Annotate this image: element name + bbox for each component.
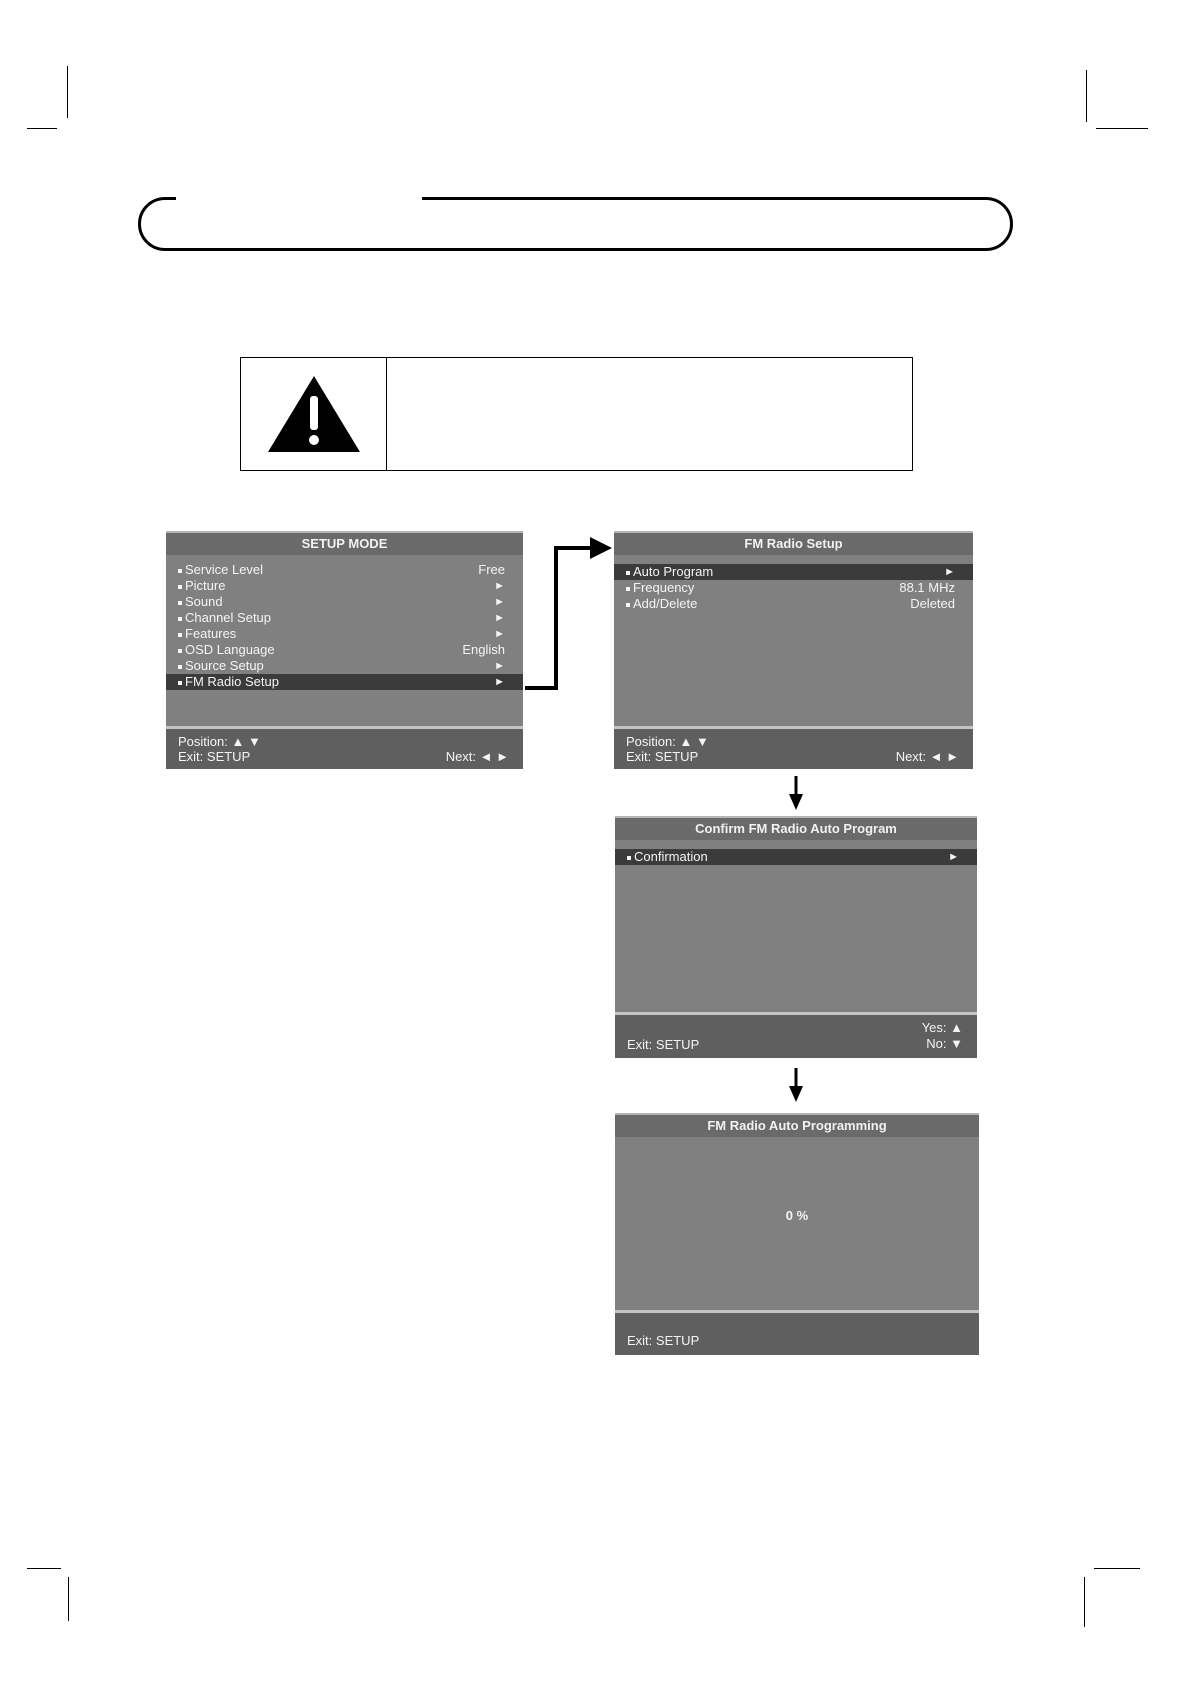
fm-radio-setup-menu	[614, 533, 973, 769]
menu-item-features[interactable]	[166, 626, 523, 642]
menu-item-value: ►	[494, 628, 505, 640]
crop-mark	[1084, 1577, 1085, 1627]
crop-mark	[27, 128, 57, 129]
footer-position-hint: Position: ▲ ▼	[626, 734, 709, 749]
confirm-footer	[615, 1015, 977, 1058]
crop-mark	[1086, 70, 1087, 122]
menu-item-value: ►	[494, 596, 505, 608]
menu-item-label: Frequency	[633, 580, 695, 595]
auto-programming-title: FM Radio Auto Programming	[615, 1115, 979, 1137]
menu-item-frequency[interactable]	[614, 580, 973, 596]
footer-exit-hint: Exit: SETUP	[626, 749, 699, 764]
footer-next-hint: Next: ◄ ►	[895, 749, 959, 764]
menu-item-label: Features	[185, 626, 237, 641]
section-header-frame	[138, 197, 1013, 251]
auto-programming-dialog	[615, 1115, 979, 1355]
warning-text-cell	[387, 358, 912, 470]
down-arrow-icon	[786, 776, 806, 812]
menu-item-fm-radio-setup[interactable]	[166, 674, 523, 690]
menu-item-label: Picture	[185, 578, 226, 593]
menu-item-service-level[interactable]	[166, 562, 523, 578]
footer-exit-hint: Exit: SETUP	[627, 1333, 700, 1348]
down-arrow-icon	[786, 1068, 806, 1104]
menu-item-value: ►	[494, 580, 505, 592]
menu-item-label: Confirmation	[634, 849, 708, 864]
menu-item-value: English	[462, 642, 505, 657]
menu-item-add-delete[interactable]	[614, 596, 973, 612]
fm-radio-setup-footer	[614, 729, 973, 769]
footer-no-hint: No: ▼	[926, 1036, 963, 1051]
footer-yes-hint: Yes: ▲	[921, 1020, 963, 1035]
menu-item-auto-program[interactable]	[614, 564, 973, 580]
menu-item-value: ►	[948, 851, 959, 863]
menu-item-value: ►	[494, 612, 505, 624]
fm-radio-setup-title: FM Radio Setup	[614, 533, 973, 555]
confirm-title: Confirm FM Radio Auto Program	[615, 818, 977, 840]
crop-mark	[68, 1577, 69, 1621]
menu-item-label: OSD Language	[185, 642, 275, 657]
menu-item-label: Channel Setup	[185, 610, 272, 625]
menu-item-value: Free	[478, 562, 505, 577]
menu-item-label: Sound	[185, 594, 223, 609]
footer-exit-hint: Exit: SETUP	[627, 1037, 700, 1052]
menu-item-value: Deleted	[910, 596, 955, 611]
progress-percentage: 0 %	[785, 1208, 809, 1223]
auto-programming-footer	[615, 1313, 979, 1355]
menu-item-value: ►	[494, 676, 505, 688]
menu-item-label: Auto Program	[633, 564, 714, 579]
warning-icon-cell	[241, 358, 387, 470]
menu-item-picture[interactable]	[166, 578, 523, 594]
menu-item-source-setup[interactable]	[166, 658, 523, 674]
menu-item-confirmation[interactable]	[615, 849, 977, 865]
confirm-auto-program-dialog	[615, 818, 977, 1058]
menu-item-channel-setup[interactable]	[166, 610, 523, 626]
crop-mark	[1096, 128, 1148, 129]
menu-item-value: ►	[494, 660, 505, 672]
footer-next-hint: Next: ◄ ►	[445, 749, 509, 764]
setup-mode-footer	[166, 729, 523, 769]
section-header-gap	[176, 194, 422, 202]
crop-mark	[1094, 1568, 1140, 1569]
menu-item-value: 88.1 MHz	[899, 580, 955, 595]
footer-position-hint: Position: ▲ ▼	[178, 734, 261, 749]
menu-item-osd-language[interactable]	[166, 642, 523, 658]
footer-exit-hint: Exit: SETUP	[178, 749, 251, 764]
menu-item-label: Add/Delete	[633, 596, 698, 611]
warning-box	[240, 357, 913, 471]
menu-item-label: Service Level	[185, 562, 264, 577]
warning-triangle-icon	[266, 374, 362, 454]
crop-mark	[27, 1568, 61, 1569]
flow-arrow-icon	[520, 536, 620, 691]
setup-mode-title: SETUP MODE	[166, 533, 523, 555]
menu-item-sound[interactable]	[166, 594, 523, 610]
setup-mode-menu	[166, 533, 523, 769]
menu-item-value: ►	[944, 566, 955, 578]
crop-mark	[67, 66, 68, 118]
menu-item-label: FM Radio Setup	[185, 674, 279, 689]
menu-item-label: Source Setup	[185, 658, 264, 673]
